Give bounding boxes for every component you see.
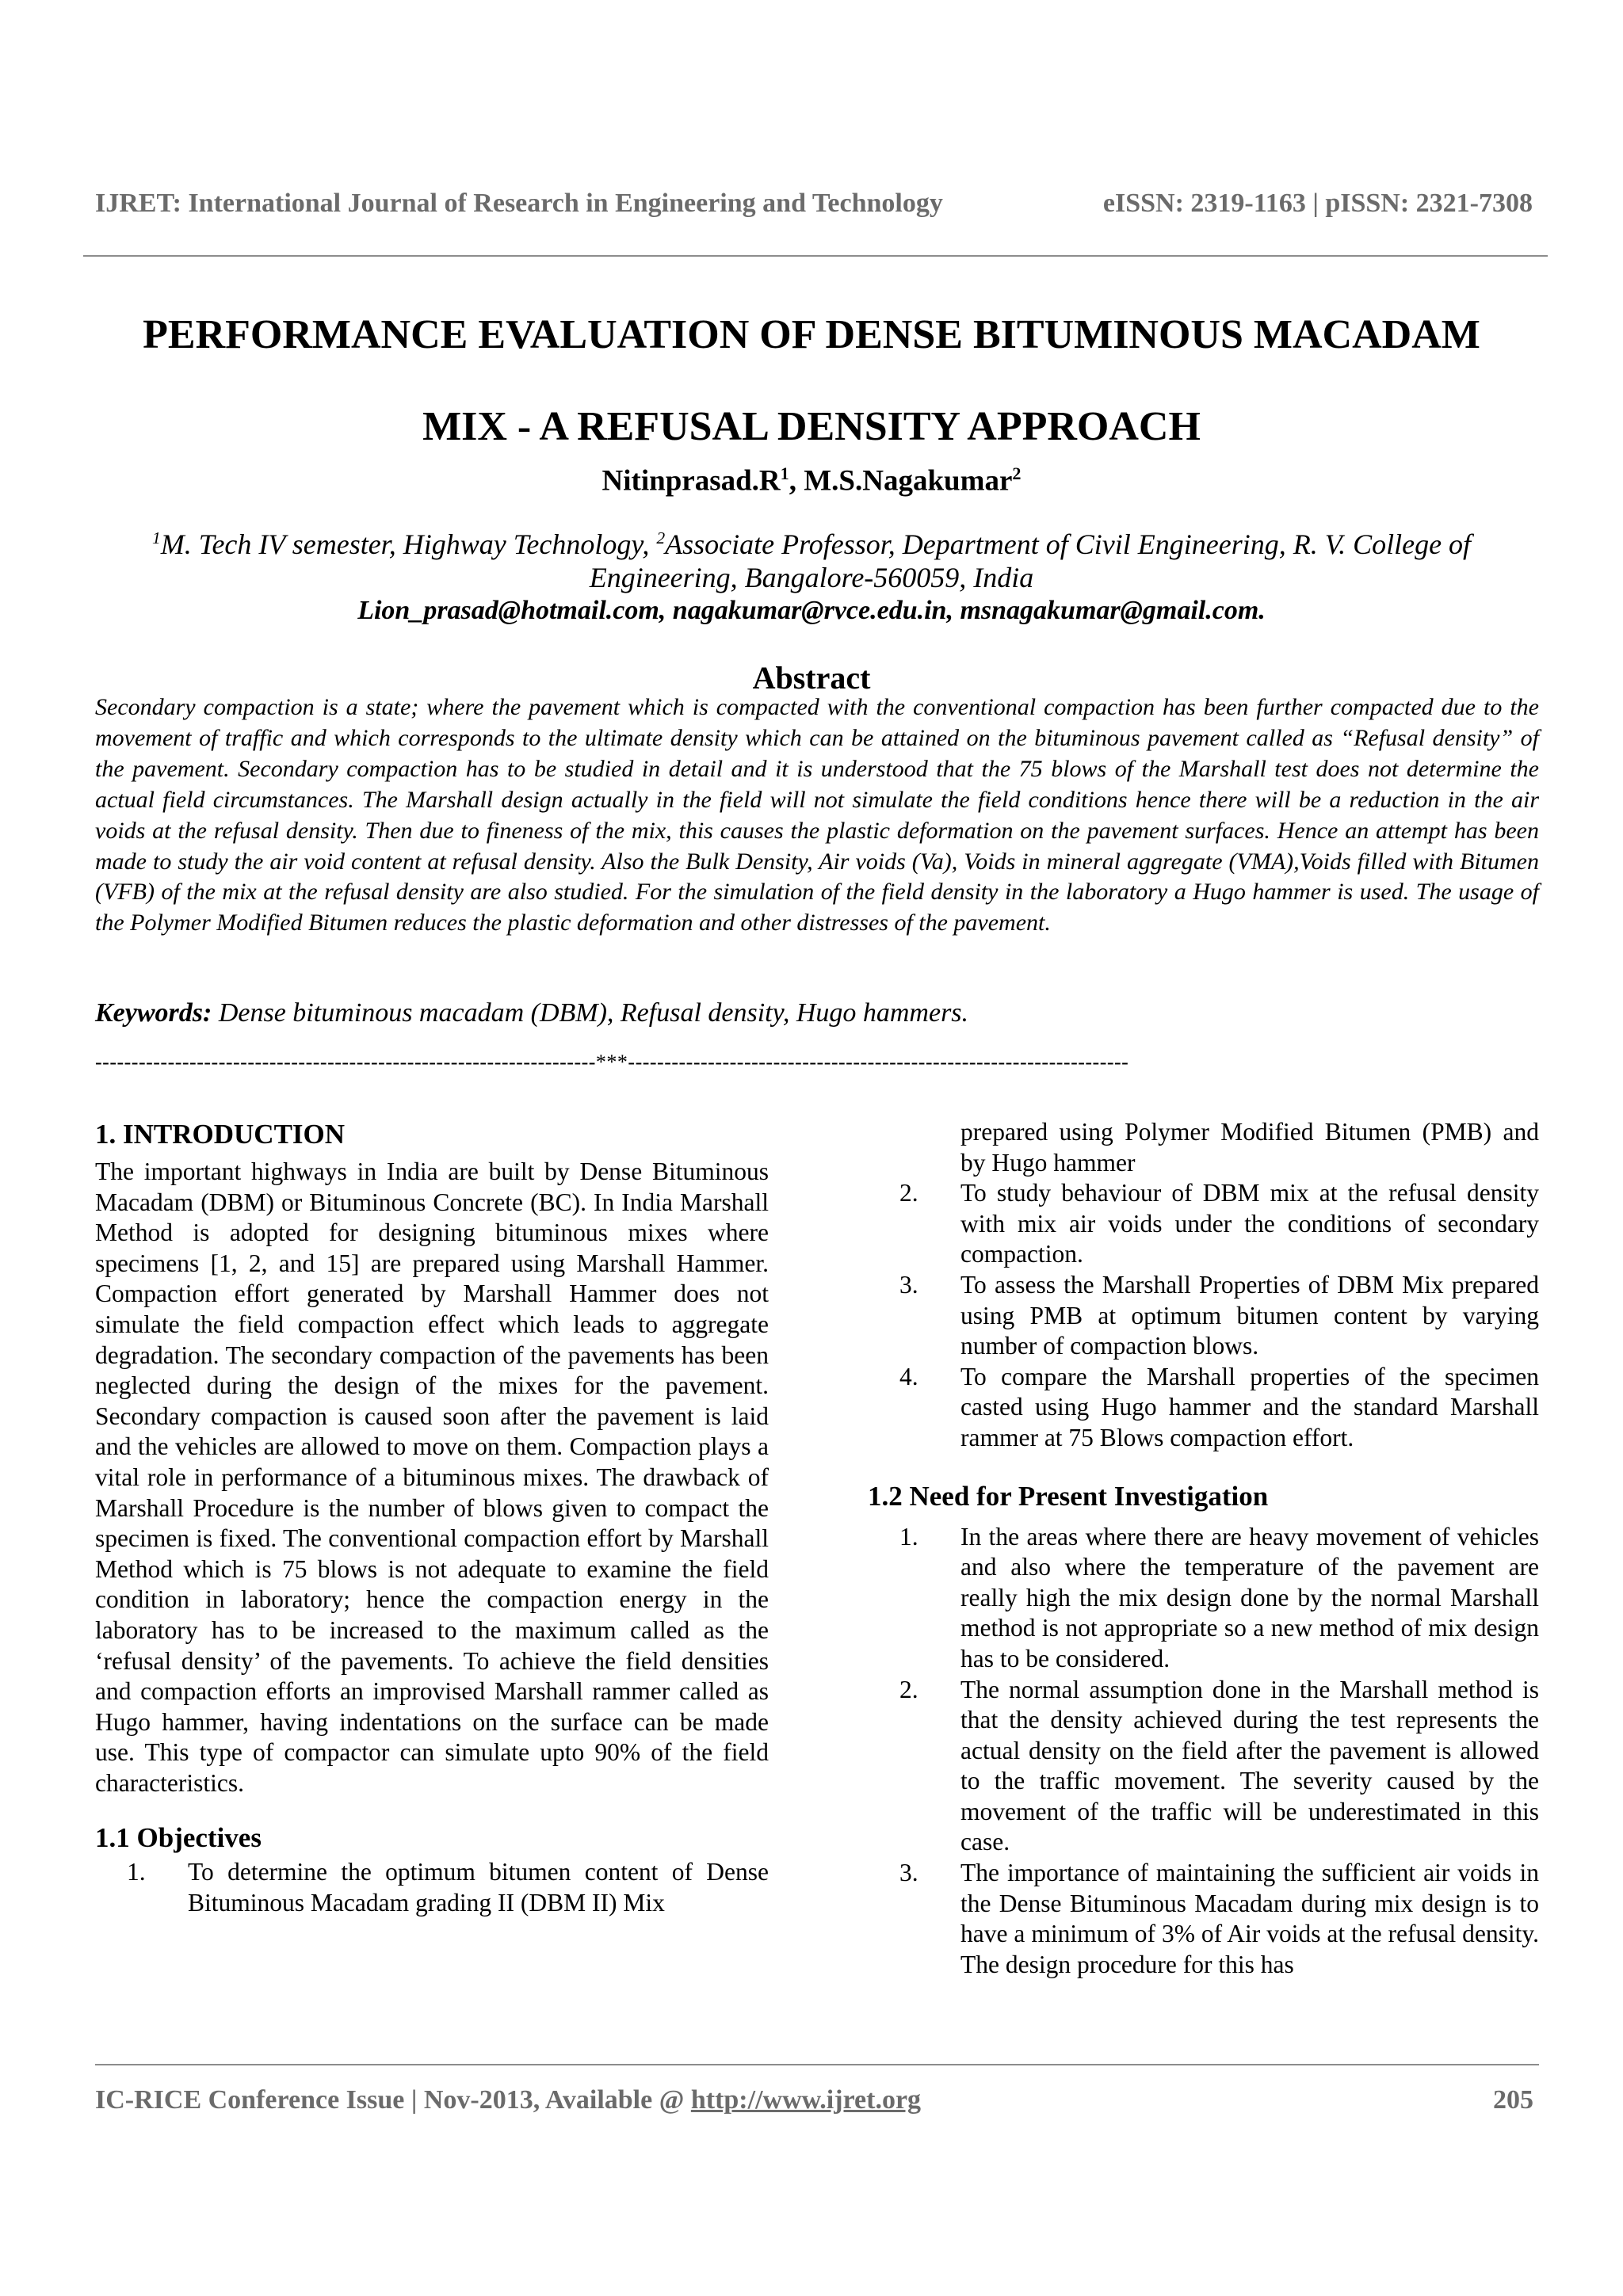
need-item-number: 2. bbox=[899, 1675, 918, 1703]
author-emails: Lion_prasad@hotmail.com, nagakumar@rvce.edu.in, msnagakumar@gmail.com. bbox=[357, 596, 1266, 625]
title-line-2: MIX - A REFUSAL DENSITY APPROACH bbox=[422, 404, 1201, 449]
objective-item-2 bbox=[868, 1178, 1539, 1270]
need-item-text: The normal assumption done in the Marshall method is that the density achieved during the test represents the actual density on the field after the pavement is allowed to the traffic movement. The severity caused by the movement of the traffic will be underestimated in this case. bbox=[960, 1675, 1539, 1856]
author-2: M.S.Nagakumar bbox=[804, 464, 1013, 498]
keywords bbox=[95, 998, 1539, 1028]
running-footer bbox=[95, 2085, 1533, 2115]
author-1-marker: 1 bbox=[780, 463, 789, 483]
introduction-heading: 1. INTRODUCTION bbox=[95, 1119, 346, 1150]
footer-rule bbox=[95, 2064, 1539, 2065]
title-line-1: PERFORMANCE EVALUATION OF DENSE BITUMINOUS MACADAM bbox=[143, 312, 1480, 357]
abstract-heading: Abstract bbox=[752, 660, 871, 696]
need-heading: 1.2 Need for Present Investigation bbox=[868, 1480, 1269, 1512]
objective-item-1-continued-text: prepared using Polymer Modified Bitumen (PMB) and by Hugo hammer bbox=[960, 1118, 1539, 1177]
keywords-text: Dense bituminous macadam (DBM), Refusal density, Hugo hammers. bbox=[212, 998, 969, 1028]
objective-item-text: To assess the Marshall Properties of DBM Mix prepared using PMB at optimum bitumen content by varying number of compaction blows. bbox=[960, 1270, 1539, 1360]
objectives-list bbox=[868, 1178, 1539, 1453]
need-item-2 bbox=[868, 1675, 1539, 1859]
need-item-3 bbox=[868, 1858, 1539, 1980]
keywords-label: Keywords: bbox=[95, 998, 212, 1028]
need-item-number: 3. bbox=[899, 1859, 918, 1887]
objective-item-number: 3. bbox=[899, 1270, 918, 1299]
abstract-text: Secondary compaction is a state; where the pavement which is compacted with the conventional compaction has been further compacted due to the movement of traffic and which corresponds to the ultimate density which can be attained on the bituminous pavement called as “Refusal density” of the pavement. Secondary compaction has to be studied in detail and it is understood that the 75 blows of the Marshall test does not determine the actual field circumstances. The Marshall design actually in the field will not simulate the field conditions hence there will be a reduction in the air voids at the refusal density. Then due to fineness of the mix, this causes the plastic deformation on the pavement surfaces. Hence an attempt has been made to study the air void content at refusal density. Also the Bulk Density, Air voids (Va), Voids in mineral aggregate (VMA),Voids filled with Bitumen (VFB) of the mix at the refusal density are also studied. For the simulation of the field density in the laboratory a Hugo hammer is used. The usage of the Polymer Modified Bitumen reduces the plastic deformation and other distresses of the pavement. bbox=[95, 694, 1539, 936]
affiliation bbox=[111, 521, 1512, 594]
left-column bbox=[95, 1117, 769, 1919]
author-separator: , bbox=[789, 464, 804, 498]
journal-name: IJRET: International Journal of Research in Engineering and Technology bbox=[95, 189, 943, 218]
objective-item-number: 4. bbox=[899, 1362, 918, 1390]
objective-item-text: To study behaviour of DBM mix at the refusal density with mix air voids under the conditions of secondary compaction. bbox=[960, 1179, 1539, 1268]
objectives-heading: 1.1 Objectives bbox=[95, 1822, 262, 1854]
footer-text: IC-RICE Conference Issue | Nov-2013, Available @ bbox=[95, 2085, 691, 2115]
running-header bbox=[95, 189, 1533, 219]
paper-title bbox=[87, 289, 1536, 473]
issn: eISSN: 2319-1163 | pISSN: 2321-7308 bbox=[1102, 189, 1533, 218]
need-item-text: The importance of maintaining the sufficient air voids in the Dense Bituminous Macadam during mix design is to have a minimum of 3% of Air voids at the refusal density. The design procedure for this has bbox=[960, 1859, 1539, 1978]
header-rule bbox=[83, 255, 1548, 257]
author-list bbox=[0, 463, 1623, 498]
right-column bbox=[868, 1117, 1539, 1980]
need-list bbox=[868, 1522, 1539, 1981]
author-1: Nitinprasad.R bbox=[601, 464, 781, 498]
need-item-number: 1. bbox=[899, 1522, 918, 1550]
affiliation-2: Associate Professor, Department of Civil Engineering, R. V. College of Engineering, Bangalore-560059, India bbox=[589, 528, 1472, 593]
objective-item-3 bbox=[868, 1270, 1539, 1362]
objective-item-4 bbox=[868, 1362, 1539, 1454]
journal-link[interactable]: http://www.ijret.org bbox=[690, 2085, 922, 2115]
objective-item-1 bbox=[95, 1857, 769, 1918]
objective-item-1-text: To determine the optimum bitumen content of Dense Bituminous Macadam grading II (DBM II) Mix bbox=[188, 1858, 769, 1917]
objective-item-text: To compare the Marshall properties of the specimen casted using Hugo hammer and the standard Marshall rammer at 75 Blows compaction effort. bbox=[960, 1362, 1539, 1451]
need-item-text: In the areas where there are heavy movement of vehicles and also where the temperature of the pavement are really high the mix design done by the normal Marshall method is not appropriate so a new method of mix design has to be considered. bbox=[960, 1522, 1539, 1672]
affiliation-marker-2: 2 bbox=[656, 528, 666, 547]
objective-item-number: 2. bbox=[899, 1179, 918, 1207]
affiliation-marker-1: 1 bbox=[151, 528, 161, 547]
author-2-marker: 2 bbox=[1012, 463, 1022, 483]
need-item-1 bbox=[868, 1522, 1539, 1675]
objective-item-1-number: 1. bbox=[127, 1858, 146, 1886]
introduction-text: The important highways in India are built by Dense Bituminous Macadam (DBM) or Bituminous Concrete (BC). In India Marshall Method is adopted for designing bituminous mixes where specimens [1, 2, and 15] are prepared using Marshall Hammer. Compaction effort generated by Marshall Hammer does not simulate the field compaction effect which leads to aggregate degradation. The secondary compaction of the pavements has been neglected during the design of the mixes for the pavement. Secondary compaction is caused soon after the pavement is laid and the vehicles are allowed to move on them. Compaction plays a vital role in performance of a bituminous mixes. The drawback of Marshall Procedure is the number of blows given to compact the specimen is fixed. The conventional compaction effort by Marshall Method which is 75 blows is not adequate to examine the field condition in laboratory; hence the compaction energy in the laboratory has to be increased to the maximum called as the ‘refusal density’ of the pavements. To achieve the field densities and compaction efforts an improvised Marshall rammer called as Hugo hammer, having indentations on the surface can be made use. This type of compactor can simulate upto 90% of the field characteristics. bbox=[95, 1158, 769, 1797]
affiliation-1: M. Tech IV semester, Highway Technology, bbox=[160, 528, 657, 560]
page-number: 205 bbox=[1493, 2085, 1533, 2115]
objective-item-1-continued bbox=[868, 1117, 1539, 1178]
section-divider: ---------------------------------------------------------------------***--------------------------------------------------------------------- bbox=[95, 1051, 1129, 1074]
